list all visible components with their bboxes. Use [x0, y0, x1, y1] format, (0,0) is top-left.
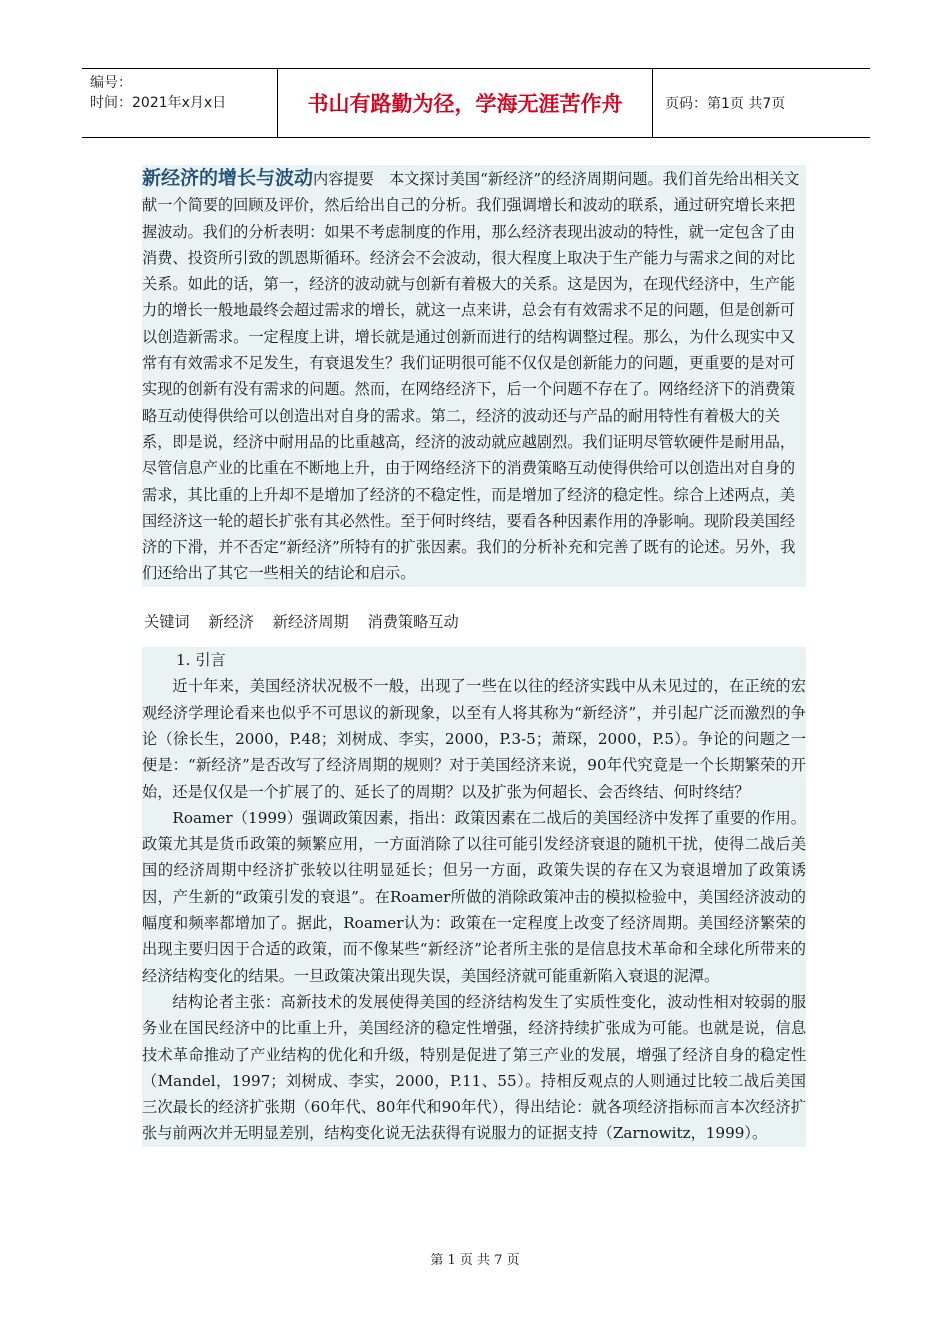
- document-body: [142, 165, 806, 1147]
- paragraph: 结构论者主张：高新技术的发展使得美国的经济结构发生了实质性变化，波动性相对较弱的服务业在国民经济中的比重上升，美国经济的稳定性增强，经济持续扩张成为可能。也就是说，信息技术革命推动了产业结构的优化和升级，特别是促进了第三产业的发展，增强了经济自身的稳定性（Mandel，1997；刘树成、李实，2000，P.11、55）。持相反观点的人则通过比较二战后美国三次最长的经济扩张期（60年代、80年代和90年代），得出结论：就各项经济指标而言本次经济扩张与前两次并无明显差别，结构变化说无法获得有说服力的证据支持（Zarnowitz，1999）。: [142, 992, 806, 1143]
- abstract-block: [142, 165, 806, 587]
- section-introduction: [142, 647, 806, 1147]
- page-header: [82, 68, 870, 138]
- abstract-text: 内容提要 本文探讨美国“新经济”的经济周期问题。我们首先给出相关文献一个简要的回顾及评价，然后给出自己的分析。我们强调增长和波动的联系，通过研究增长来把握波动。我们的分析表明：如果不考虑制度的作用，那么经济表现出波动的特性，就一定包含了由消费、投资所引致的凯恩斯循环。经济会不会波动，很大程度上取决于生产能力与需求之间的对比关系。如此的话，第一，经济的波动就与创新有着极大的关系。这是因为，在现代经济中，生产能力的增长一般地最终会超过需求的增长，就这一点来讲，总会有有效需求不足的问题，但是创新可以创造新需求。一定程度上讲，增长就是通过创新而进行的结构调整过程。那么，为什么现实中又常有有效需求不足发生，有衰退发生？我们证明很可能不仅仅是创新能力的问题，更重要的是对可实现的创新有没有需求的问题。然而，在网络经济下，后一个问题不存在了。网络经济下的消费策略互动使得供给可以创造出对自身的需求。第二，经济的波动还与产品的耐用特性有着极大的关系，即是说，经济中耐用品的比重越高，经济的波动就应越剧烈。我们证明尽管软硬件是耐用品，尽管信息产业的比重在不断地上升，由于网络经济下的消费策略互动使得供给可以创造出对自身的需求，其比重的上升却不是增加了经济的不稳定性，而是增加了经济的稳定性。综合上述两点，美国经济这一轮的超长扩张有其必然性。至于何时终结，要看各种因素作用的净影响。现阶段美国经济的下滑，并不否定“新经济”所特有的扩张因素。我们的分析补充和完善了既有的论述。另外，我们还给出了其它一些相关的结论和启示。: [142, 170, 800, 583]
- time-label: 时间：2021年x月x日: [90, 95, 227, 111]
- paragraph: Roamer（1999）强调政策因素，指出：政策因素在二战后的美国经济中发挥了重要的作用。政策尤其是货币政策的频繁应用，一方面消除了以往可能引发经济衰退的随机干扰，使得二战后美国的经济周期中经济扩张较以往明显延长；但另一方面，政策失误的存在又为衰退增加了政策诱因，产生新的“政策引发的衰退”。在Roamer所做的消除政策冲击的模拟检验中，美国经济波动的幅度和频率都增加了。据此，Roamer认为：政策在一定程度上改变了经济周期。美国经济繁荣的出现主要归因于合适的政策，而不像某些“新经济”论者所主张的是信息技术革命和全球化所带来的经济结构变化的结果。一旦政策决策出现失误，美国经济就可能重新陷入衰退的泥潭。: [142, 808, 806, 985]
- paragraph: 近十年来，美国经济状况极不一般，出现了一些在以往的经济实践中从未见过的，在正统的宏观经济学理论看来也似乎不可思议的新现象，以至有人将其称为“新经济”，并引起广泛而激烈的争论（徐长生，2000，P.48；刘树成、李实，2000，P.3-5；萧琛，2000，P.5）。争论的问题之一便是：“新经济”是否改写了经济周期的规则？对于美国经济来说，90年代究竟是一个长期繁荣的开始，还是仅仅是一个扩展了的、延长了的周期？以及扩张为何超长、会否终结、何时终结？: [142, 677, 806, 801]
- header-meta: [82, 69, 278, 137]
- page-footer: 第 1 页 共 7 页: [430, 1253, 520, 1268]
- header-motto: 书山有路勤为径，学海无涯苦作舟: [278, 69, 653, 137]
- keywords-label: 关键词: [144, 612, 190, 631]
- keywords-line: [142, 609, 806, 635]
- keyword-item: 新经济: [208, 612, 254, 631]
- keyword-item: 消费策略互动: [367, 612, 459, 631]
- article-title: 新经济的增长与波动: [142, 167, 314, 189]
- header-page-info: 页码：第1页 共7页: [665, 96, 786, 112]
- section-title: 1. 引言: [176, 651, 226, 670]
- keyword-item: 新经济周期: [272, 612, 349, 631]
- number-label: 编号：: [90, 75, 132, 91]
